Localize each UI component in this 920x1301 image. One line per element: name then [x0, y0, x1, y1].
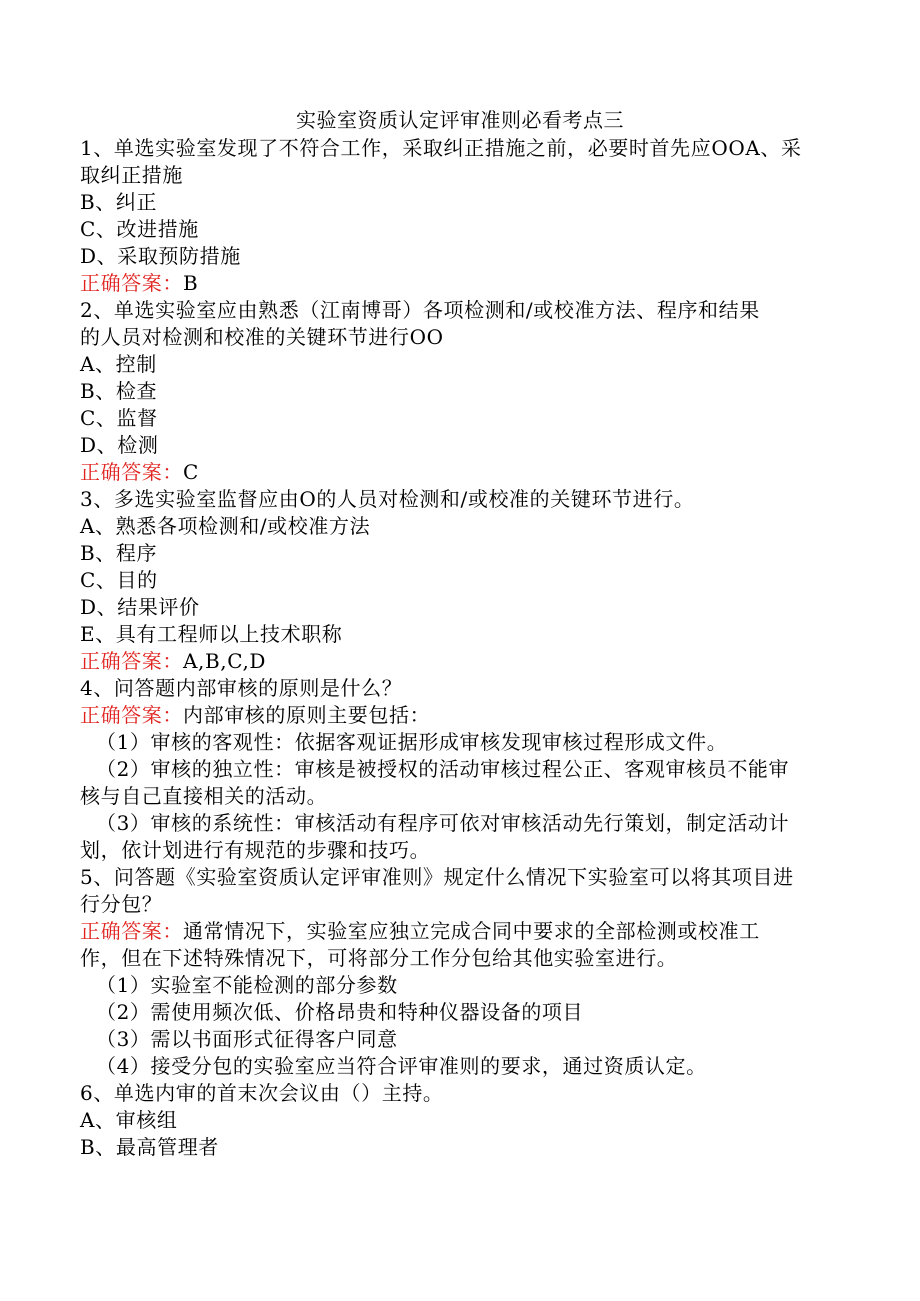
answer-label: 正确答案：	[80, 919, 183, 943]
text-line	[80, 1026, 840, 1053]
text-line	[80, 783, 840, 810]
answer-line	[80, 270, 840, 297]
line-text: C、监督	[80, 406, 158, 430]
text-line	[80, 1134, 840, 1161]
line-text: B、程序	[80, 541, 158, 565]
line-text: 5、问答题《实验室资质认定评审准则》规定什么情况下实验室可以将其项目进	[80, 865, 794, 889]
line-text: （1）审核的客观性：依据客观证据形成审核发现审核过程形成文件。	[96, 730, 728, 754]
text-line	[80, 378, 840, 405]
text-line	[80, 540, 840, 567]
answer-label: 正确答案：	[80, 460, 183, 484]
text-line	[80, 675, 840, 702]
text-line	[80, 1053, 840, 1080]
answer-label: 正确答案：	[80, 271, 183, 295]
text-line	[80, 486, 840, 513]
text-line	[80, 837, 840, 864]
text-line	[80, 297, 840, 324]
text-line	[80, 1107, 840, 1134]
document-body	[80, 135, 840, 1161]
line-text: A、控制	[80, 352, 157, 376]
answer-line	[80, 648, 840, 675]
answer-line	[80, 918, 840, 945]
line-text: （1）实验室不能检测的部分参数	[96, 973, 398, 997]
line-text: （3）需以书面形式征得客户同意	[96, 1027, 398, 1051]
line-text: 核与自己直接相关的活动。	[80, 784, 328, 808]
answer-text: A,B,C,D	[183, 649, 267, 673]
line-text: （4）接受分包的实验室应当符合评审准则的要求，通过资质认定。	[96, 1054, 707, 1078]
text-line	[80, 513, 840, 540]
text-line	[80, 324, 840, 351]
text-line	[80, 432, 840, 459]
line-text: 取纠正措施	[80, 163, 183, 187]
line-text: A、审核组	[80, 1108, 178, 1132]
text-line	[80, 729, 840, 756]
line-text: B、纠正	[80, 190, 158, 214]
line-text: 3、多选实验室监督应由O的人员对检测和/或校准的关键环节进行。	[80, 487, 695, 511]
text-line	[80, 1080, 840, 1107]
answer-text: 通常情况下，实验室应独立完成合同中要求的全部检测或校准工	[183, 919, 760, 943]
line-text: D、结果评价	[80, 595, 200, 619]
answer-label: 正确答案：	[80, 649, 183, 673]
text-line	[80, 621, 840, 648]
text-line	[80, 594, 840, 621]
text-line	[80, 243, 840, 270]
answer-label: 正确答案：	[80, 703, 183, 727]
text-line	[80, 864, 840, 891]
answer-text: B	[183, 271, 199, 295]
text-line	[80, 189, 840, 216]
line-text: （2）需使用频次低、价格昂贵和特种仪器设备的项目	[96, 1000, 584, 1024]
text-line	[80, 135, 840, 162]
answer-line	[80, 459, 840, 486]
text-line	[80, 405, 840, 432]
line-text: C、目的	[80, 568, 158, 592]
text-line	[80, 162, 840, 189]
text-line	[80, 945, 840, 972]
line-text: 1、单选实验室发现了不符合工作，采取纠正措施之前，必要时首先应OOA、采	[80, 136, 802, 160]
line-text: D、检测	[80, 433, 159, 457]
line-text: 划，依计划进行有规范的步骤和技巧。	[80, 838, 431, 862]
answer-text: 内部审核的原则主要包括：	[183, 703, 431, 727]
answer-text: C	[183, 460, 199, 484]
text-line	[80, 216, 840, 243]
line-text: 2、单选实验室应由熟悉（江南博哥）各项检测和/或校准方法、程序和结果	[80, 298, 760, 322]
text-line	[80, 567, 840, 594]
line-text: 作，但在下述特殊情况下，可将部分工作分包给其他实验室进行。	[80, 946, 678, 970]
line-text: 4、问答题内部审核的原则是什么？	[80, 676, 403, 700]
text-line	[80, 756, 840, 783]
line-text: （2）审核的独立性：审核是被授权的活动审核过程公正、客观审核员不能审	[96, 757, 790, 781]
line-text: B、最高管理者	[80, 1135, 219, 1159]
line-text: D、采取预防措施	[80, 244, 241, 268]
line-text: 的人员对检测和校准的关键环节进行OO	[80, 325, 444, 349]
line-text: （3）审核的系统性：审核活动有程序可依对审核活动先行策划，制定活动计	[96, 811, 790, 835]
document-title: 实验室资质认定评审准则必看考点三	[296, 108, 624, 132]
text-line	[80, 351, 840, 378]
text-line	[80, 891, 840, 918]
line-text: E、具有工程师以上技术职称	[80, 622, 343, 646]
line-text: 行分包？	[80, 892, 163, 916]
text-line	[80, 810, 840, 837]
answer-line	[80, 702, 840, 729]
line-text: 6、单选内审的首末次会议由（）主持。	[80, 1081, 444, 1105]
line-text: B、检查	[80, 379, 158, 403]
line-text: A、熟悉各项检测和/或校准方法	[80, 514, 371, 538]
text-line	[80, 972, 840, 999]
text-line	[80, 999, 840, 1026]
line-text: C、改进措施	[80, 217, 199, 241]
